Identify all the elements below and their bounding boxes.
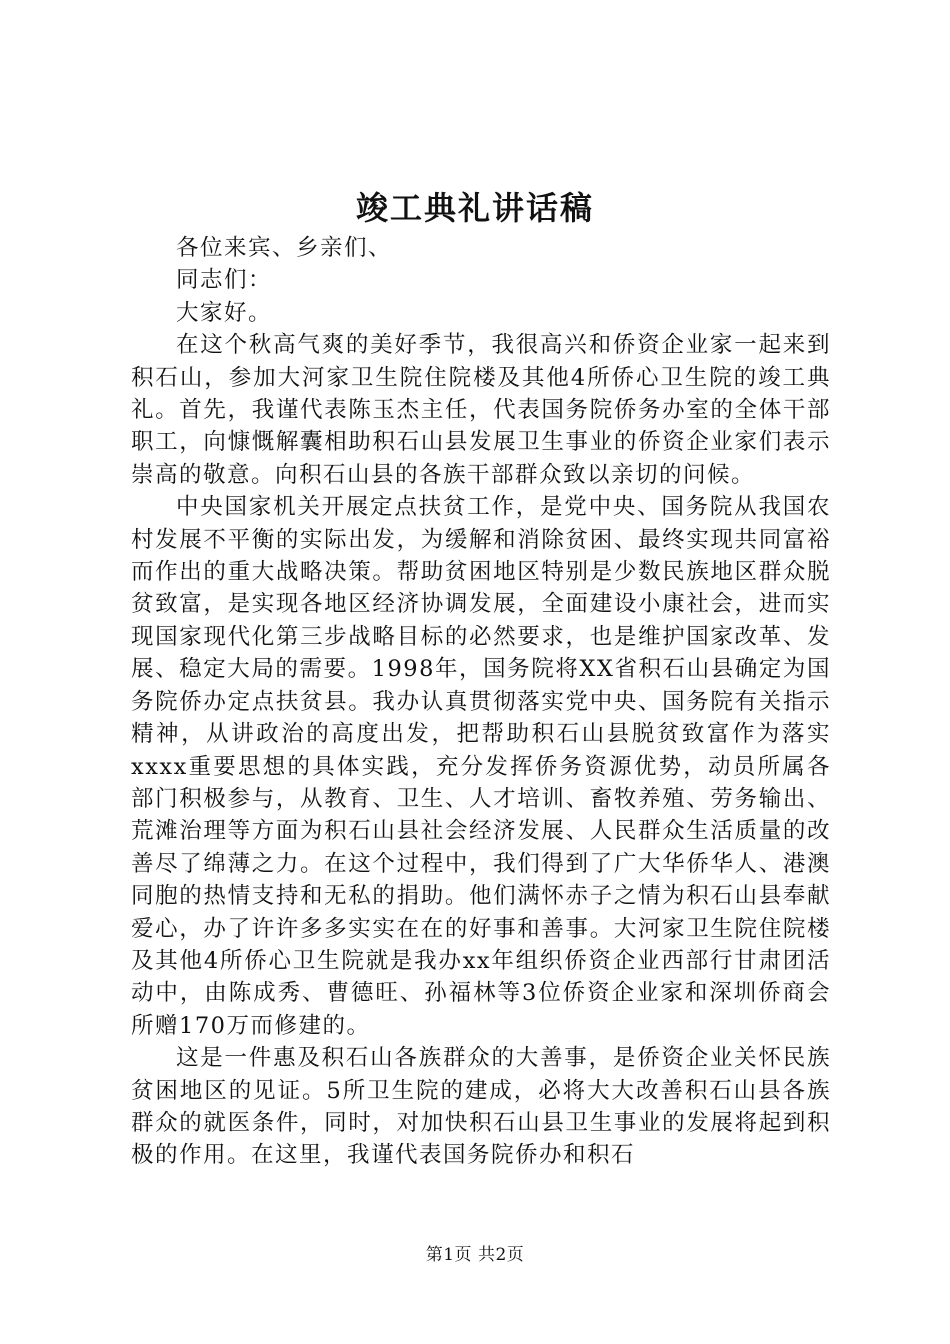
document-title: 竣工典礼讲话稿 xyxy=(355,189,594,227)
salutation-line-2: 同志们： xyxy=(176,267,273,294)
greeting-line: 大家好。 xyxy=(176,299,273,326)
page-footer: 第1页 共2页 xyxy=(425,1245,525,1265)
document-body xyxy=(131,232,831,1172)
salutation-line-1: 各位来宾、乡亲们、 xyxy=(176,235,393,261)
paragraph-hospital-impact: 这是一件惠及积石山各族群众的大善事，是侨资企业关怀民族贫困地区的见证。5所卫生院的建成，必将大大改善积石山县各族群众的就医条件，同时，对加快积石山县卫生事业的发展将起到积极的作用。在这里，我谨代表国务院侨办和积石 xyxy=(131,1045,831,1169)
paragraph-opening: 在这个秋高气爽的美好季节，我很高兴和侨资企业家一起来到积石山，参加大河家卫生院住院楼及其他4所侨心卫生院的竣工典礼。首先，我谨代表陈玉杰主任，代表国务院侨务办室的全体干部职工，向慷慨解囊相助积石山县发展卫生事业的侨资企业家们表示崇高的敬意。向积石山县的各族干部群众致以亲切的问候。 xyxy=(131,332,831,488)
paragraph-poverty-alleviation: 中央国家机关开展定点扶贫工作，是党中央、国务院从我国农村发展不平衡的实际出发，为缓解和消除贫困、最终实现共同富裕而作出的重大战略决策。帮助贫困地区特别是少数民族地区群众脱贫致富，是实现各地区经济协调发展，全面建设小康社会，进而实现国家现代化第三步战略目标的必然要求，也是维护国家改革、发展、稳定大局的需要。1998年，国务院将XX省积石山县确定为国务院侨办定点扶贫县。我办认真贯彻落实党中央、国务院有关指示精神，从讲政治的高度出发，把帮助积石山县脱贫致富作为落实xxxx重要思想的具体实践，充分发挥侨务资源优势，动员所属各部门积极参与，从教育、卫生、人才培训、畜牧养殖、劳务输出、荒滩治理等方面为积石山县社会经济发展、人民群众生活质量的改善尽了绵薄之力。在这个过程中，我们得到了广大华侨华人、港澳同胞的热情支持和无私的捐助。他们满怀赤子之情为积石山县奉献爱心，办了许许多多实实在在的好事和善事。大河家卫生院住院楼及其他4所侨心卫生院就是我办xx年组织侨资企业西部行甘肃团活动中，由陈成秀、曹德旺、孙福林等3位侨资企业家和深圳侨商会所赠170万而修建的。 xyxy=(131,494,831,1039)
